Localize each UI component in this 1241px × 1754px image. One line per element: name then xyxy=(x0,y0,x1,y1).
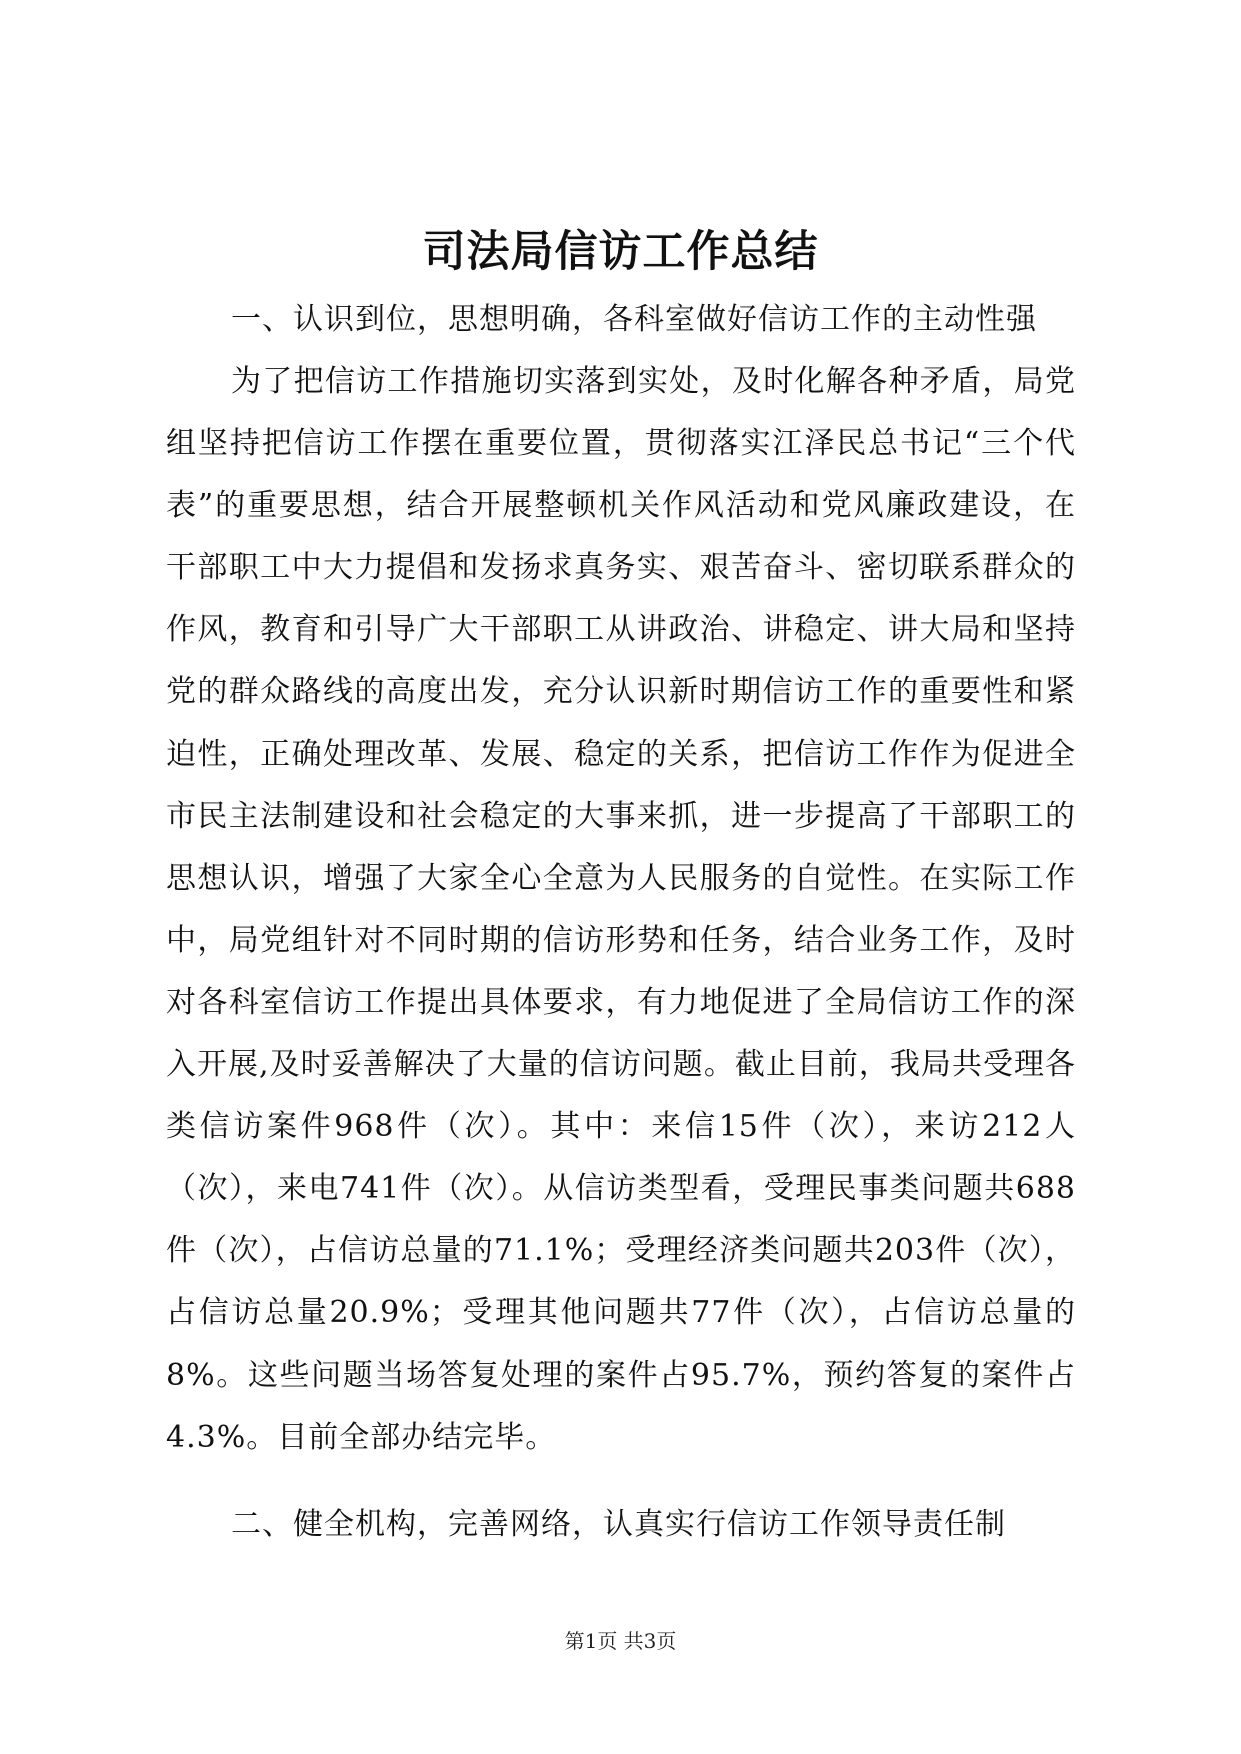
section-heading-1: 一、认识到位，思想明确，各科室做好信访工作的主动性强 xyxy=(231,302,1037,337)
document-title: 司法局信访工作总结 xyxy=(422,227,819,277)
body-paragraph-1: 为了把信访工作措施切实落到实处，及时化解各种矛盾，局党组坚持把信访工作摆在重要位置，贯彻落实江泽民总书记“三个代表”的重要思想，结合开展整顿机关作风活动和党风廉政建设，在干部职工中大力提倡和发扬求真务实、艰苦奋斗、密切联系群众的作风，教育和引导广大干部职工从讲政治、讲稳定、讲大局和坚持党的群众路线的高度出发，充分认识新时期信访工作的重要性和紧迫性，正确处理改革、发展、稳定的关系，把信访工作作为促进全市民主法制建设和社会稳定的大事来抓，进一步提高了干部职工的思想认识，增强了大家全心全意为人民服务的自觉性。在实际工作中，局党组针对不同时期的信访形势和任务，结合业务工作，及时对各科室信访工作提出具体要求，有力地促进了全局信访工作的深入开展,及时妥善解决了大量的信访问题。截止目前，我局共受理各类信访案件968件（次）。其中：来信15件（次），来访212人（次），来电741件（次）。从信访类型看，受理民事类问题共688件（次），占信访总量的71.1%；受理经济类问题共203件（次），占信访总量20.9%；受理其他问题共77件（次），占信访总量的8%。这些问题当场答复处理的案件占95.7%，预约答复的案件占4.3%。目前全部办结完毕。 xyxy=(166,364,1076,1455)
section-heading-2: 二、健全机构，完善网络，认真实行信访工作领导责任制 xyxy=(231,1507,1006,1542)
page-footer: 第1页 共3页 xyxy=(564,1629,677,1653)
